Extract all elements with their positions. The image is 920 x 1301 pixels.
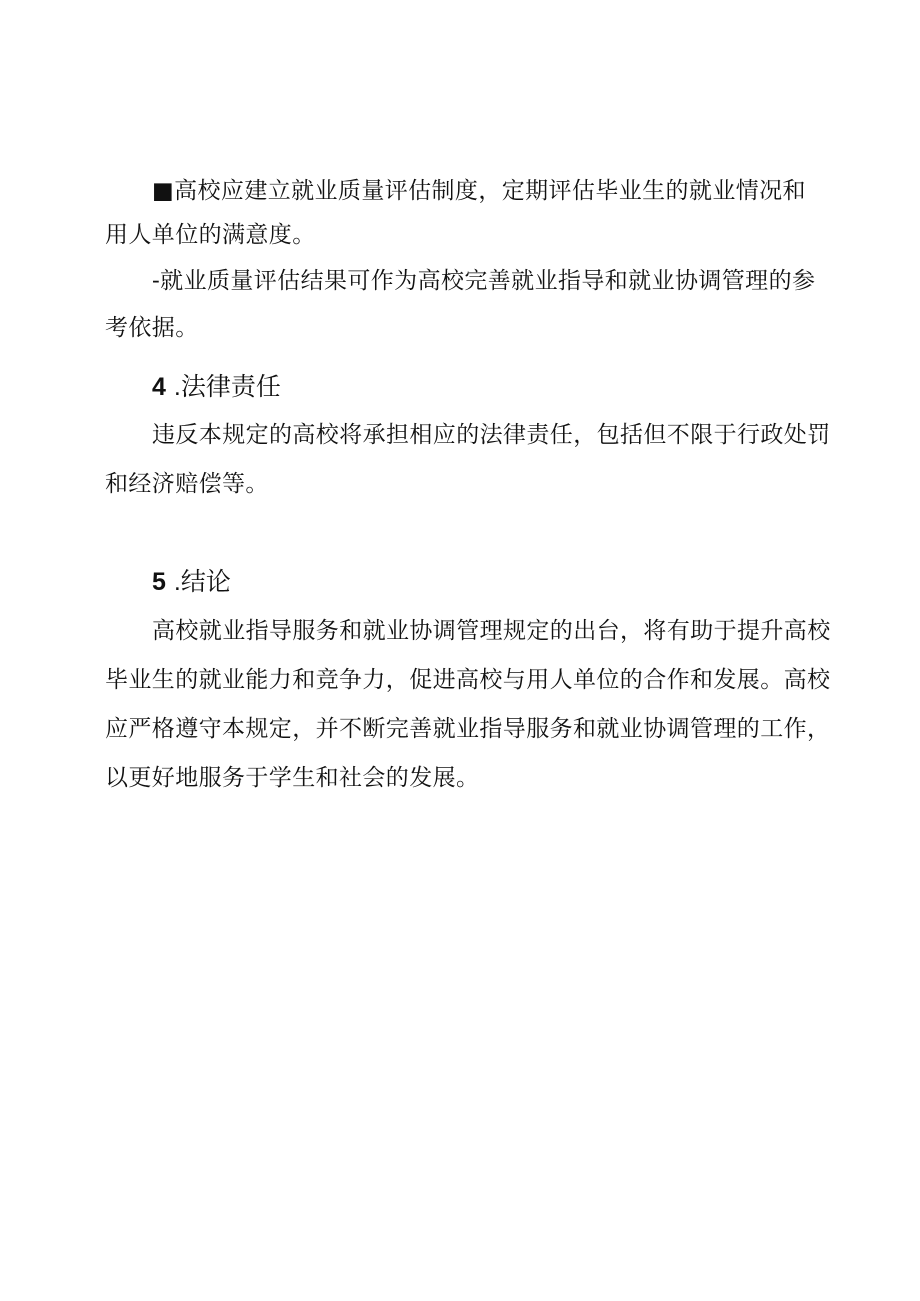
paragraph-text: 毕业生的就业能力和竞争力，促进高校与用人单位的合作和发展。高校 <box>105 667 831 693</box>
section-title: .结论 <box>173 568 231 596</box>
paragraph-text: 应严格遵守本规定，并不断完善就业指导服务和就业协调管理的工作， <box>105 716 831 742</box>
paragraph-text: 用人单位的满意度。 <box>105 222 316 248</box>
section-heading-5 <box>152 567 231 597</box>
paragraph-text: 和经济赔偿等。 <box>105 471 269 497</box>
paragraph-text: -就业质量评估结果可作为高校完善就业指导和就业协调管理的参 <box>152 268 816 294</box>
paragraph-text: ■高校应建立就业质量评估制度，定期评估毕业生的就业情况和 <box>152 178 806 204</box>
paragraph-text: 违反本规定的高校将承担相应的法律责任，包括但不限于行政处罚 <box>152 422 831 448</box>
paragraph-text: 高校就业指导服务和就业协调管理规定的出台，将有助于提升高校 <box>152 618 831 644</box>
paragraph-text: 考依据。 <box>105 315 199 341</box>
section-number: 4 <box>152 373 166 401</box>
section-number: 5 <box>152 568 166 596</box>
paragraph-text: 以更好地服务于学生和社会的发展。 <box>105 765 480 791</box>
section-heading-4 <box>152 372 281 402</box>
section-title: .法律责任 <box>173 373 281 401</box>
